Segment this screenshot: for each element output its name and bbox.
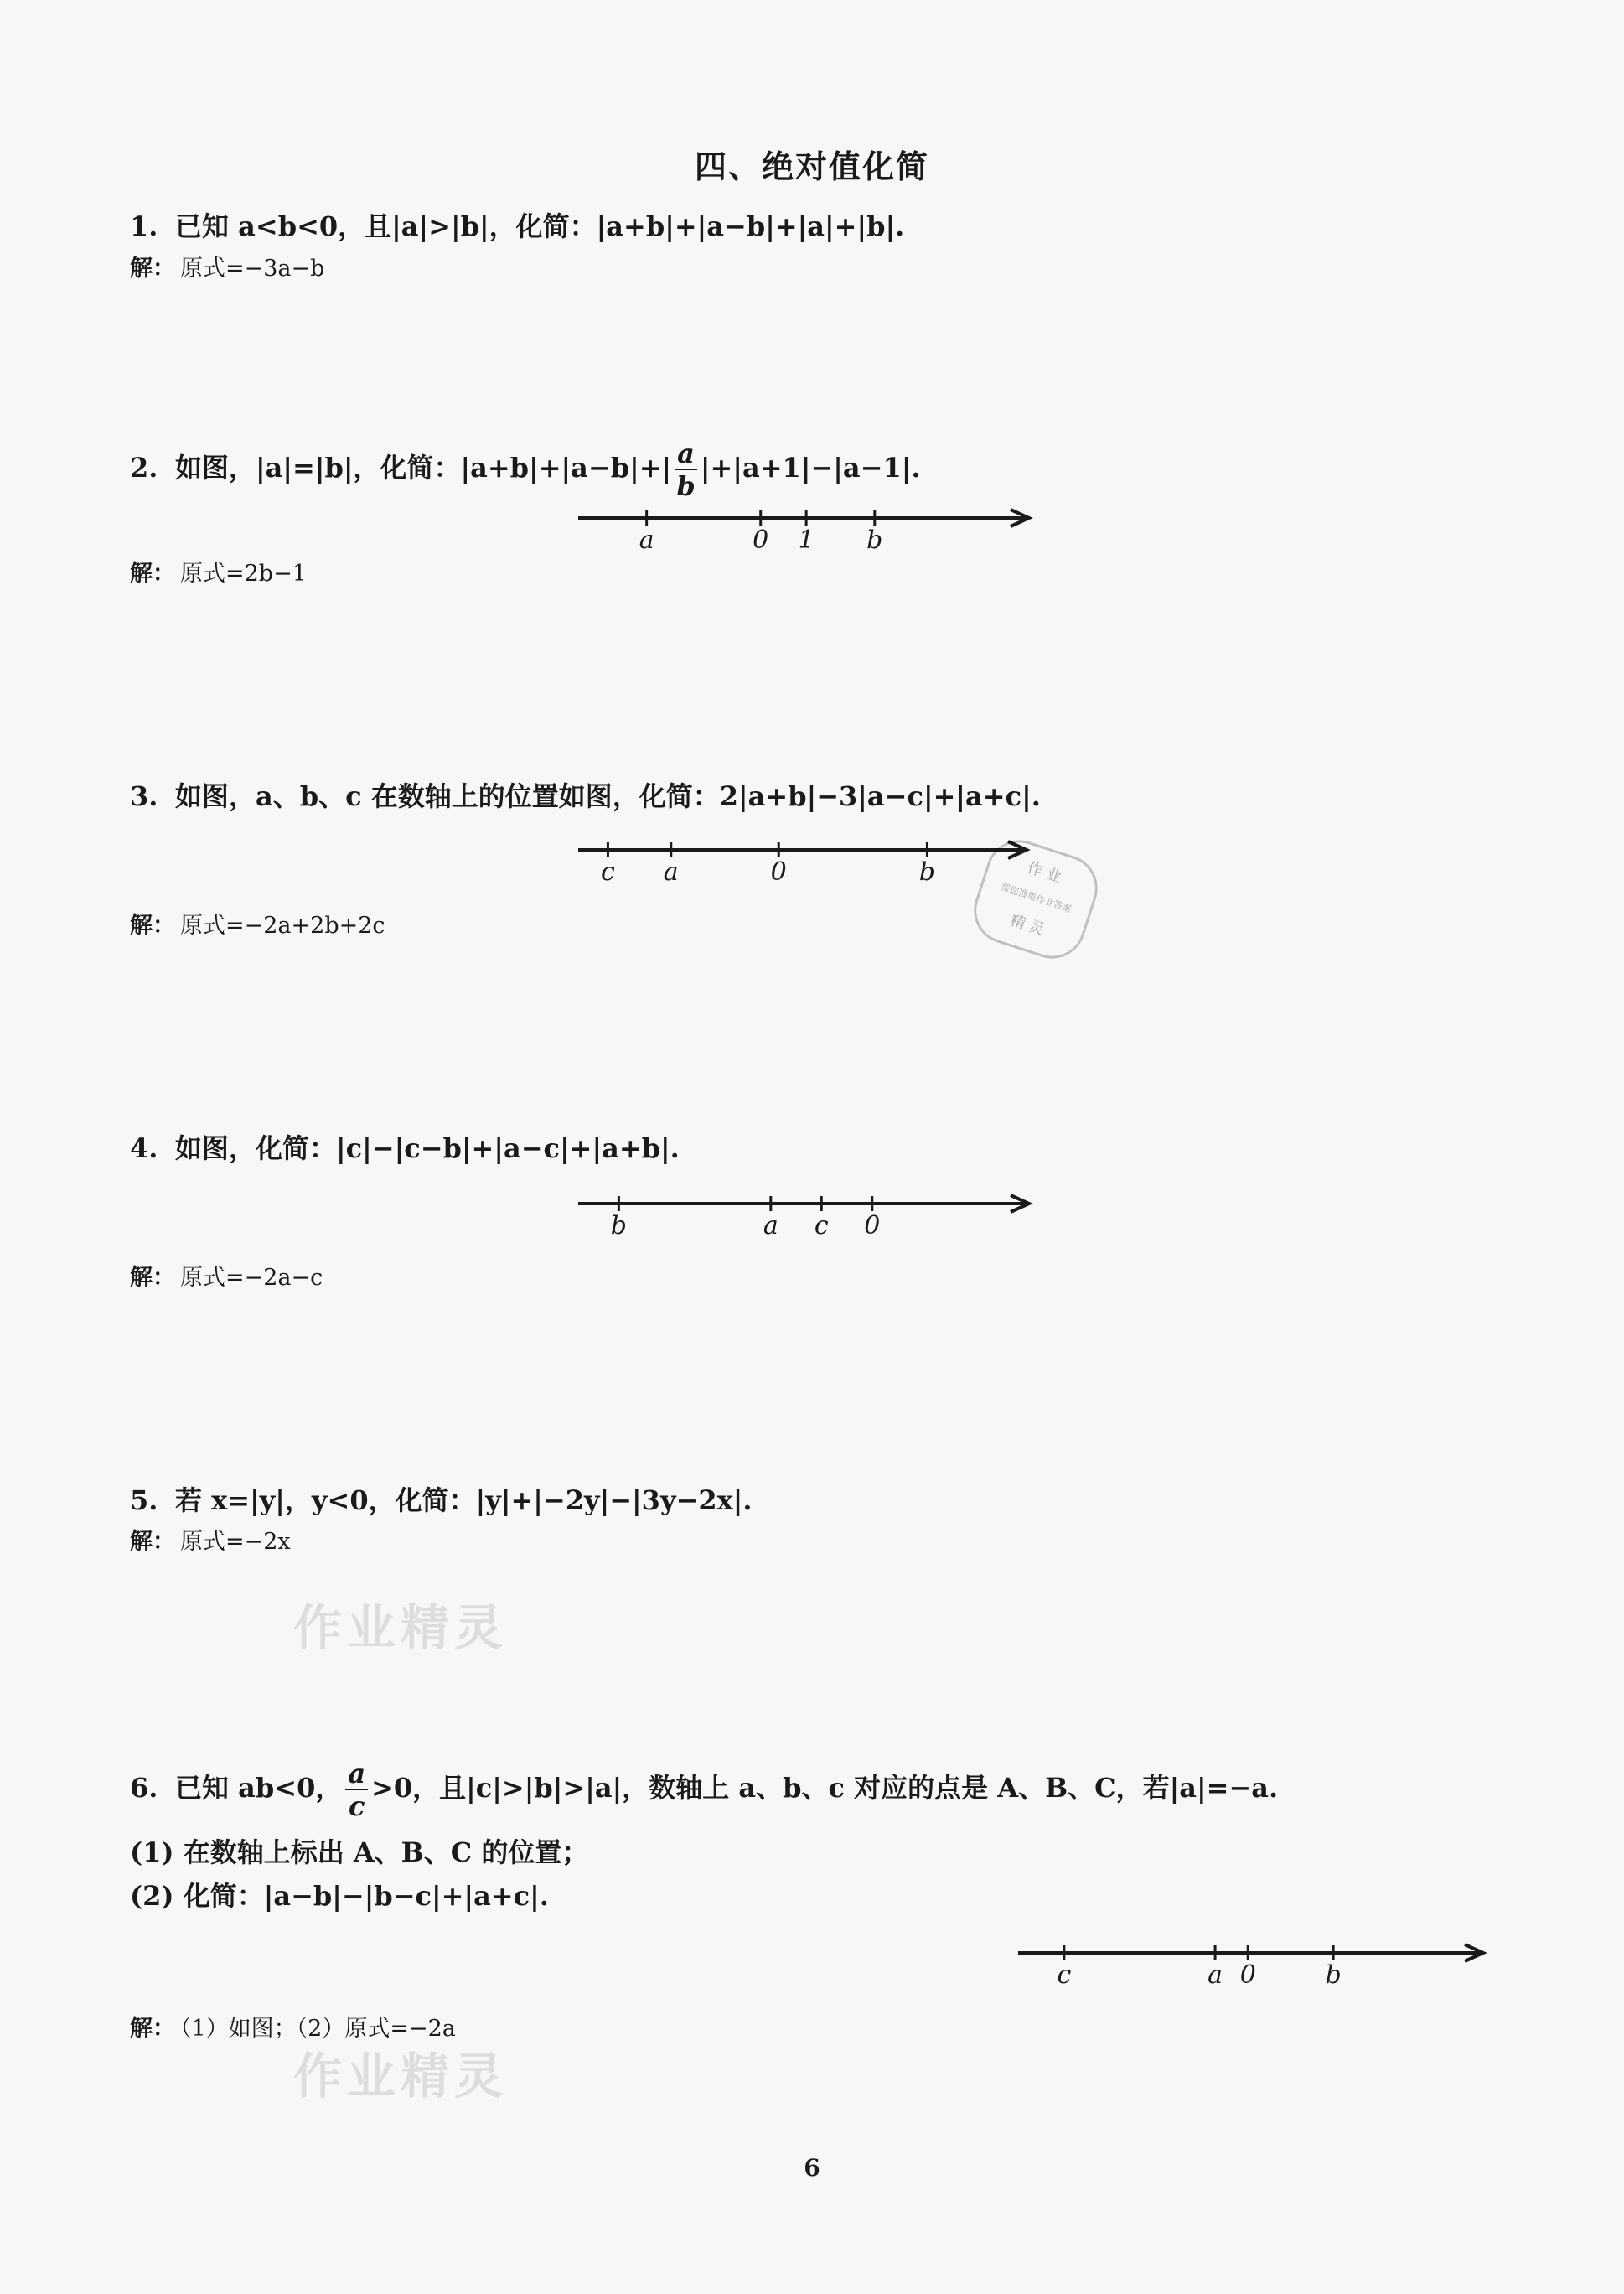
question-text: 已知 a<b<0，且|a|>|b|，化简：|a+b|+|a−b|+|a|+|b|. — [175, 210, 905, 242]
sub-question-2: (2) 化简：|a−b|−|b−c|+|a+c|. — [130, 1880, 549, 1912]
question-text-post: >0，且|c|>|b|>|a|，数轴上 a、b、c 对应的点是 A、B、C，若|a|=−a. — [371, 1772, 1279, 1804]
section-title: 四、绝对值化简 — [694, 148, 929, 185]
axis-label: a — [763, 1211, 778, 1240]
solution-text: 原式=−2a−c — [180, 1265, 323, 1291]
watermark-text: 作业精灵 — [293, 1599, 509, 1656]
page-number: 6 — [804, 2154, 820, 2182]
question-number: 6. — [130, 1772, 158, 1804]
axis-label: 0 — [864, 1211, 881, 1240]
solution-lead: 解： — [130, 1265, 175, 1291]
sub-question-1: (1) 在数轴上标出 A、B、C 的位置； — [130, 1836, 589, 1868]
axis-label: b — [1325, 1960, 1342, 1990]
question-5 — [130, 1479, 752, 1518]
axis-label: c — [814, 1211, 829, 1240]
solution-lead: 解： — [130, 256, 175, 282]
axis-label: a — [639, 526, 654, 555]
solution-lead: 解： — [130, 1529, 175, 1555]
solution-3 — [130, 907, 385, 940]
fraction-numerator: a — [675, 440, 697, 470]
axis-label: b — [866, 526, 883, 555]
question-number: 5. — [130, 1484, 158, 1516]
axis-label: a — [1208, 1960, 1223, 1990]
solution-2 — [130, 555, 307, 588]
question-1 — [130, 205, 904, 244]
axis-label: 1 — [798, 526, 815, 555]
number-line-6 — [1010, 1929, 1496, 1996]
question-4 — [130, 1127, 680, 1166]
axis-label: c — [1057, 1960, 1072, 1990]
fraction — [675, 440, 697, 500]
question-number: 2. — [130, 452, 158, 484]
number-line-2 — [570, 495, 1039, 562]
solution-text: 原式=−3a−b — [180, 256, 325, 282]
question-number: 4. — [130, 1132, 158, 1164]
question-text-post: |+|a+1|−|a−1|. — [700, 452, 921, 484]
solution-4 — [130, 1259, 323, 1292]
stamp-top-text: 作 业 — [1025, 858, 1064, 887]
question-text: 如图，a、b、c 在数轴上的位置如图，化简：2|a+b|−3|a−c|+|a+c|. — [175, 780, 1041, 812]
question-3 — [130, 775, 1041, 814]
solution-lead: 解： — [130, 2016, 175, 2042]
fraction-denominator: c — [348, 1790, 365, 1822]
axis-label: 0 — [770, 857, 787, 887]
stamp-mid-text: 帮您搜集作业答案 — [999, 881, 1073, 915]
solution-lead: 解： — [130, 913, 175, 939]
question-text: 如图，化简：|c|−|c−b|+|a−c|+|a+b|. — [175, 1132, 680, 1164]
question-number: 1. — [130, 210, 158, 242]
question-text-pre: 如图，|a|=|b|，化简：|a+b|+|a−b|+| — [175, 452, 672, 484]
stamp-bottom-text: 精 灵 — [1007, 911, 1047, 940]
axis-label: b — [610, 1211, 627, 1240]
fraction — [345, 1760, 368, 1820]
question-6 — [130, 1760, 1278, 1820]
axis-label: 0 — [1239, 1960, 1256, 1990]
question-2 — [130, 440, 921, 500]
question-text: 若 x=|y|，y<0，化简：|y|+|−2y|−|3y−2x|. — [175, 1484, 753, 1516]
fraction-numerator: a — [345, 1760, 368, 1790]
axis-label: b — [918, 857, 936, 887]
axis-label: c — [601, 857, 615, 887]
solution-1 — [130, 250, 324, 282]
watermark-text: 作业精灵 — [293, 2048, 509, 2105]
number-line-4 — [570, 1180, 1039, 1247]
question-text-pre: 已知 ab<0， — [175, 1772, 343, 1804]
question-number: 3. — [130, 780, 158, 812]
solution-lead: 解： — [130, 561, 175, 587]
solution-text: 原式=2b−1 — [180, 561, 307, 587]
number-line-3 — [570, 826, 1039, 893]
axis-label: 0 — [753, 526, 769, 555]
solution-text: （1）如图；（2）原式=−2a — [180, 2016, 456, 2042]
solution-5 — [130, 1523, 291, 1556]
fraction-denominator: b — [676, 470, 696, 502]
solution-text: 原式=−2x — [180, 1529, 291, 1555]
solution-text: 原式=−2a+2b+2c — [180, 913, 385, 939]
axis-label: a — [663, 857, 679, 887]
